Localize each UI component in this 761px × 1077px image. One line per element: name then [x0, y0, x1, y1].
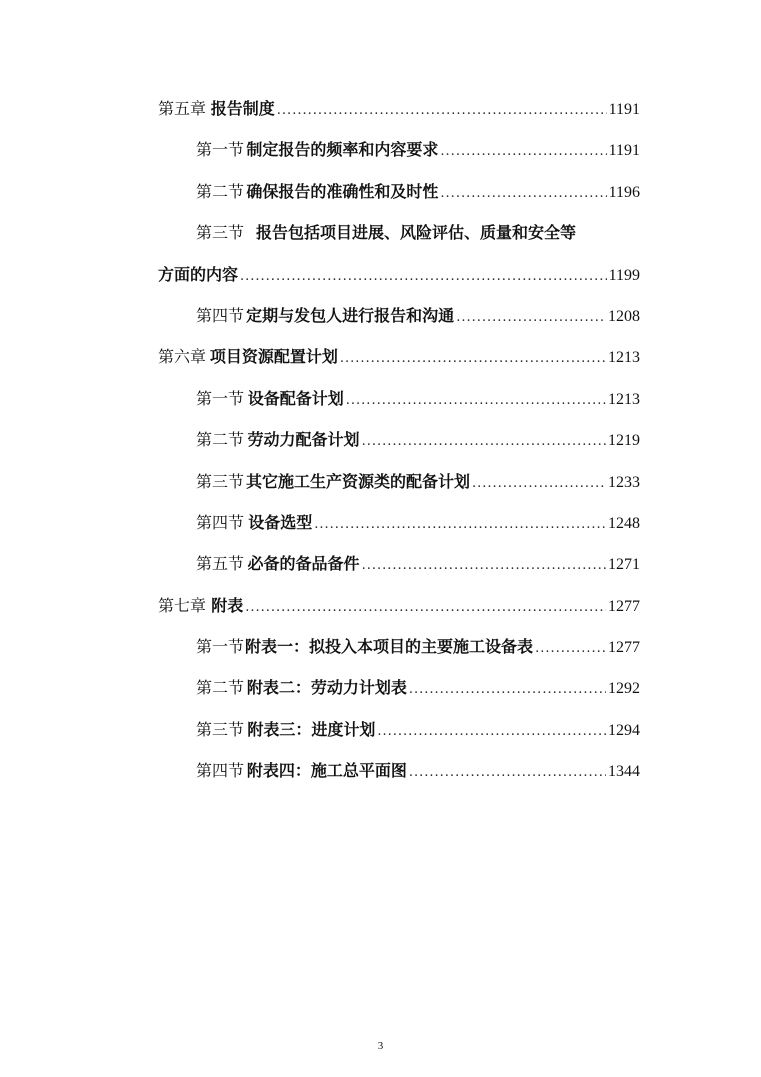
- toc-entry-section-wrap-cont[interactable]: [158, 254, 640, 295]
- toc-entry-section[interactable]: [158, 461, 640, 502]
- toc-number: 第三节: [196, 471, 245, 491]
- toc-title: 报告制度: [210, 99, 275, 118]
- dot-leader: [409, 752, 606, 793]
- toc-title: 劳动力配备计划: [247, 430, 360, 450]
- toc-page: 1277: [608, 639, 640, 657]
- toc-entry-section-wrap[interactable]: [158, 212, 640, 253]
- toc-number: 第三节: [196, 223, 245, 243]
- dot-leader: [245, 587, 606, 628]
- toc-entry-section[interactable]: [158, 543, 640, 584]
- toc-title: 定期与发包人进行报告和沟通: [246, 305, 455, 325]
- dot-leader: [240, 256, 607, 297]
- dot-leader: [362, 545, 606, 586]
- toc-title: 附表: [211, 595, 244, 615]
- dot-leader: [346, 380, 606, 421]
- dot-leader: [440, 173, 606, 214]
- dot-leader: [314, 504, 606, 545]
- toc-number: 第一节: [196, 388, 245, 408]
- toc-page: 1219: [608, 432, 640, 450]
- toc-title: 报告包括项目进展、风险评估、质量和安全等: [256, 223, 577, 243]
- dot-leader: [535, 628, 606, 669]
- toc-entry-section[interactable]: [158, 709, 640, 750]
- toc-page: 1292: [608, 680, 640, 698]
- toc-page: 1208: [608, 307, 640, 325]
- toc-title: 必备的备品备件: [247, 554, 360, 574]
- dot-leader: [456, 297, 606, 338]
- toc-entry-section[interactable]: [158, 378, 640, 419]
- table-of-contents: [158, 88, 640, 792]
- toc-entry-section[interactable]: [158, 129, 640, 170]
- toc-number: 第二节: [196, 181, 245, 201]
- toc-title: 其它施工生产资源类的配备计划: [245, 471, 470, 491]
- toc-page: 1233: [608, 473, 640, 491]
- toc-entry-chapter-5[interactable]: [158, 88, 640, 129]
- toc-entry-chapter-6[interactable]: [158, 336, 640, 377]
- toc-number: 第一节: [196, 140, 245, 160]
- dot-leader: [362, 421, 606, 462]
- dot-leader: [277, 90, 607, 131]
- toc-title: 设备选型: [248, 512, 313, 532]
- toc-page: 1213: [608, 349, 640, 367]
- toc-entry-section[interactable]: [158, 667, 640, 708]
- toc-page: 1277: [608, 597, 640, 615]
- toc-entry-section[interactable]: [158, 171, 640, 212]
- toc-page: 1213: [608, 390, 640, 408]
- toc-page: 1271: [608, 556, 640, 574]
- toc-number: 第二节: [196, 430, 245, 450]
- toc-entry-section[interactable]: [158, 502, 640, 543]
- toc-page: 1191: [608, 101, 640, 118]
- toc-title-continued: 方面的内容: [158, 264, 239, 284]
- toc-number: 第三节: [196, 719, 245, 739]
- toc-page: 1196: [608, 183, 640, 201]
- toc-entry-section[interactable]: [158, 626, 640, 667]
- toc-entry-section[interactable]: [158, 750, 640, 791]
- toc-number: 第四节: [196, 305, 245, 325]
- toc-number: 第四节: [196, 512, 245, 532]
- dot-leader: [409, 669, 606, 710]
- toc-entry-section[interactable]: [158, 295, 640, 336]
- toc-title: 附表二：劳动力计划表: [246, 678, 407, 698]
- toc-page: 1199: [608, 266, 640, 284]
- toc-title: 设备配备计划: [247, 388, 344, 408]
- dot-leader: [472, 463, 606, 504]
- toc-title: 附表一：拟投入本项目的主要施工设备表: [245, 637, 534, 657]
- toc-number: 第五章: [158, 99, 207, 118]
- toc-title: 确保报告的准确性和及时性: [246, 181, 439, 201]
- page-number: 3: [377, 1040, 384, 1052]
- toc-number: 第二节: [196, 678, 245, 698]
- toc-number: 第五节: [196, 554, 245, 574]
- toc-page: 1294: [608, 721, 640, 739]
- toc-title: 项目资源配置计划: [209, 347, 338, 367]
- toc-number: 第一节: [196, 637, 245, 657]
- toc-title: 附表四：施工总平面图: [246, 761, 407, 781]
- toc-title: 附表三：进度计划: [247, 719, 376, 739]
- toc-page: 1191: [608, 142, 640, 160]
- toc-title: 制定报告的频率和内容要求: [246, 140, 439, 160]
- toc-entry-section[interactable]: [158, 419, 640, 460]
- toc-entry-chapter-7[interactable]: [158, 585, 640, 626]
- dot-leader: [340, 338, 606, 379]
- toc-page: 1248: [607, 514, 640, 532]
- dot-leader: [440, 131, 606, 172]
- dot-leader: [377, 711, 606, 752]
- toc-page: 1344: [608, 763, 640, 781]
- toc-number: 第四节: [196, 761, 245, 781]
- toc-number: 第六章: [158, 347, 207, 367]
- toc-number: 第七章: [158, 595, 207, 615]
